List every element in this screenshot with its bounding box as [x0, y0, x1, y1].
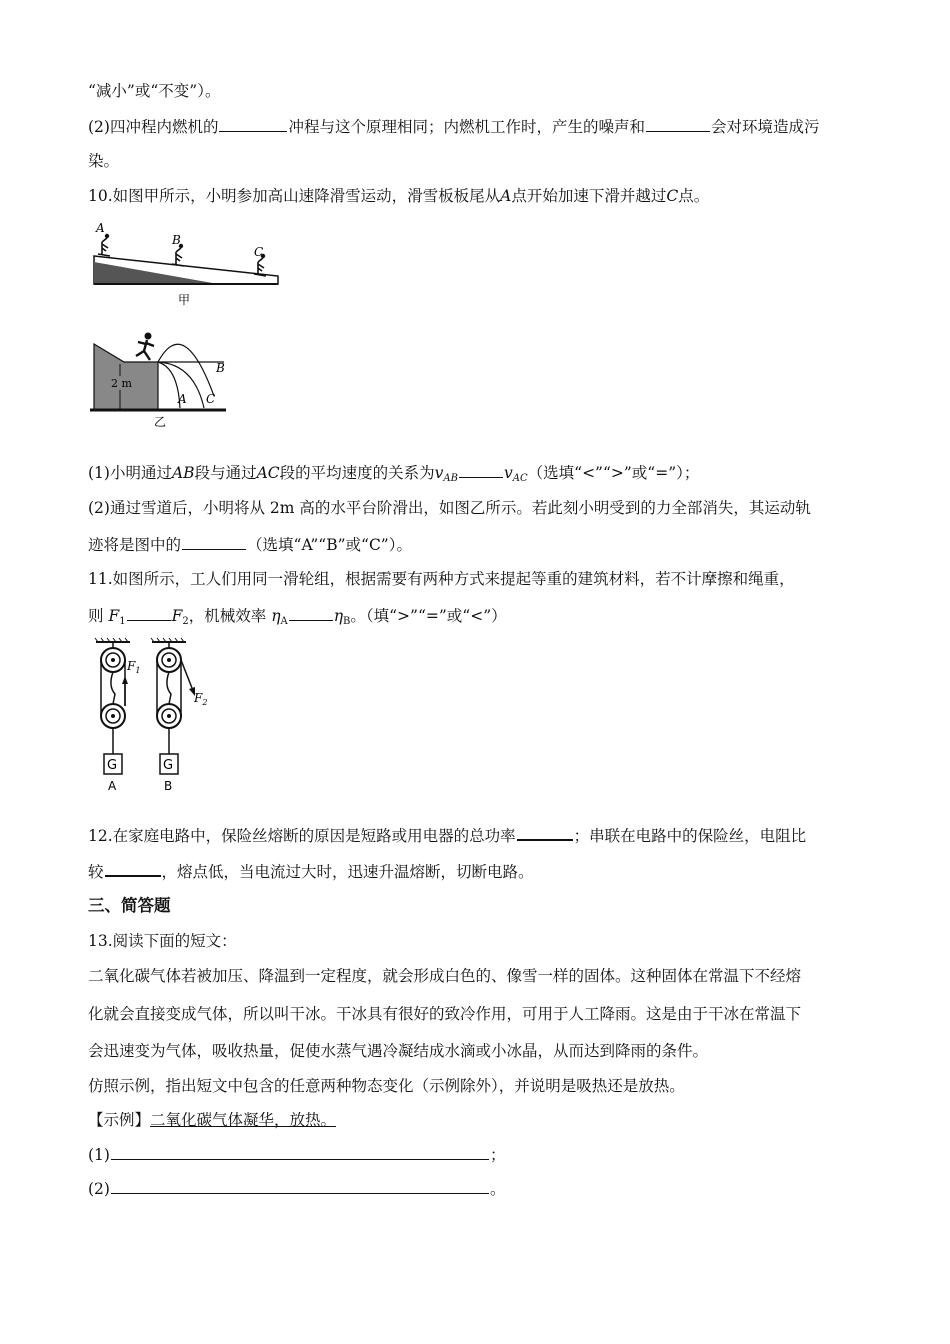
figure-jia-slope [88, 218, 288, 310]
skier-icon [136, 333, 154, 361]
q9-text: (2)四冲程内燃机的 [88, 118, 219, 136]
q13-text: 二氧化碳气体若被加压、降温到一定程度，就会形成白色的、像雪一样的固体。这种固体在常温下不经熔 [88, 967, 802, 985]
q13-instruction [88, 1076, 685, 1096]
q10-text: 迹将是图中的 [88, 536, 182, 554]
q13-text: 仿照示例，指出短文中包含的任意两种物态变化（示例除外），并说明是吸热还是放热。 [88, 1077, 685, 1095]
trajectory-a [158, 362, 180, 408]
answer-number: (2) [88, 1180, 110, 1198]
q10-part-1 [88, 462, 699, 489]
segment-label: AC [256, 464, 280, 482]
example-label: 【示例】 [88, 1111, 151, 1129]
q11-text: ，机械效率 [188, 607, 267, 625]
section-heading [88, 896, 171, 916]
q10-text: （选填“A”“B”或“C”）。 [247, 536, 412, 554]
q10-stem [88, 186, 709, 206]
q12-line-1 [88, 824, 806, 846]
label-f1: $F_1$ [127, 659, 141, 675]
q13-paragraph-line-2 [88, 1004, 801, 1024]
q9-part-2 [88, 116, 820, 137]
q13-text: 化就会直接变成气体，所以叫干冰。干冰具有很好的致冷作用，可用于人工降雨。这是由于干冰在常温下 [88, 1005, 802, 1023]
efficiency-symbol: η [271, 607, 281, 625]
label-b: B [172, 233, 181, 247]
label-a: A [178, 392, 187, 406]
q10-part-2-cont [88, 534, 412, 555]
label-c: C [254, 245, 264, 259]
answer-blank[interactable] [111, 1144, 489, 1160]
q9-text: 会对环境造成污 [710, 118, 820, 136]
answer-blank[interactable] [111, 1178, 489, 1194]
weight-label-b: G [163, 758, 174, 773]
force-subscript: 2 [182, 616, 189, 627]
answer-blank[interactable] [105, 860, 161, 877]
q13-example [88, 1110, 336, 1130]
q12-text: 12.在家庭电路中，保险丝熔断的原因是短路或用电器的总功率 [88, 827, 516, 845]
q10-text: 段与通过 [194, 464, 257, 482]
q9-text: 冲程与这个原理相同；内燃机工作时，产生的噪声和 [288, 118, 645, 136]
q13-stem [88, 931, 237, 951]
answer-blank[interactable] [219, 116, 287, 132]
example-text: 二氧化碳气体凝华，放热。 [150, 1111, 337, 1129]
skier-a-icon [98, 234, 110, 256]
q10-text: 10.如图甲所示，小明参加高山速降滑雪运动，滑雪板板尾从 [88, 187, 501, 205]
q13-paragraph-line-1 [88, 966, 801, 986]
answer-punct: 。 [489, 1180, 506, 1198]
q13-answer-2 [88, 1178, 505, 1199]
force-symbol: F [171, 607, 183, 625]
label-b: B [216, 361, 225, 375]
weight-label-a: G [107, 758, 118, 773]
figure-pulley-systems [88, 636, 218, 796]
answer-blank[interactable] [289, 605, 333, 621]
q12-text: ，熔点低，当电流过大时，迅速升温熔断，切断电路。 [161, 863, 534, 881]
q13-paragraph-line-3 [88, 1041, 708, 1061]
answer-punct: ； [489, 1146, 506, 1164]
segment-label: AB [171, 464, 195, 482]
section-title: 三、简答题 [88, 896, 171, 915]
figure-yi-platform [88, 324, 233, 430]
point-label: A [500, 187, 512, 205]
q9-text: “减小”或“不变”）。 [88, 82, 221, 100]
q10-text: (2)通过雪道后，小明将从 2m 高的水平台阶滑出，如图乙所示。若此刻小明受到的力全部消失，其运动轨 [88, 499, 811, 517]
q13-answer-1 [88, 1144, 505, 1165]
q12-text: ；串联在电路中的保险丝，电阻比 [573, 827, 807, 845]
caption-yi: 乙 [154, 415, 167, 429]
q11-text: 。（填“>”“=”或“<”） [350, 607, 507, 625]
q10-text: 段的平均速度的关系为 [279, 464, 435, 482]
caption-b: B [164, 779, 173, 793]
label-c: C [206, 392, 216, 406]
q10-text: 点。 [678, 187, 710, 205]
answer-blank[interactable] [646, 116, 710, 132]
velocity-symbol: v [434, 464, 444, 482]
q10-text: (1)小明通过 [88, 464, 172, 482]
label-a: A [96, 221, 105, 235]
force-subscript: 1 [119, 616, 126, 627]
velocity-subscript: AB [443, 473, 458, 484]
q13-text: 会迅速变为气体，吸收热量，促使水蒸气遇冷凝结成水滴或小冰晶，从而达到降雨的条件。 [88, 1042, 709, 1060]
trajectory-c [158, 344, 214, 396]
q10-part-2 [88, 498, 811, 518]
velocity-subscript: AC [512, 473, 528, 484]
q10-text: 点开始加速下滑并越过 [511, 187, 667, 205]
q10-text: （选填“<”“>”或“=”）； [527, 464, 700, 482]
q11-text: 则 [88, 607, 104, 625]
q11-stem [88, 569, 795, 589]
answer-blank[interactable] [182, 534, 246, 550]
force-symbol: F [108, 607, 120, 625]
point-label: C [666, 187, 679, 205]
q13-text: 13.阅读下面的短文： [88, 932, 237, 950]
q11-text: 11.如图所示，工人们用同一滑轮组，根据需要有两种方式来提起等重的建筑材料，若不计摩擦和绳重， [88, 570, 795, 588]
efficiency-symbol: η [333, 607, 344, 625]
skier-b-icon [172, 244, 184, 266]
q9-text: 染。 [88, 152, 120, 170]
velocity-symbol: v [504, 464, 513, 482]
answer-blank[interactable] [517, 824, 573, 841]
q12-text: 较 [88, 863, 104, 881]
arrow-up-icon [122, 676, 128, 684]
q11-line-2 [88, 605, 507, 632]
caption-a: A [108, 779, 117, 793]
q9-part-2-cont [88, 151, 119, 171]
answer-number: (1) [88, 1146, 110, 1164]
height-label: 2 m [111, 377, 132, 390]
efficiency-subscript: A [280, 616, 288, 627]
answer-blank[interactable] [459, 462, 503, 478]
efficiency-subscript: B [343, 616, 351, 627]
caption-jia: 甲 [178, 293, 191, 307]
answer-blank[interactable] [127, 605, 171, 621]
q9-line-1 [88, 81, 220, 101]
label-f2: $F_2$ [194, 691, 208, 707]
q12-line-2 [88, 860, 534, 882]
